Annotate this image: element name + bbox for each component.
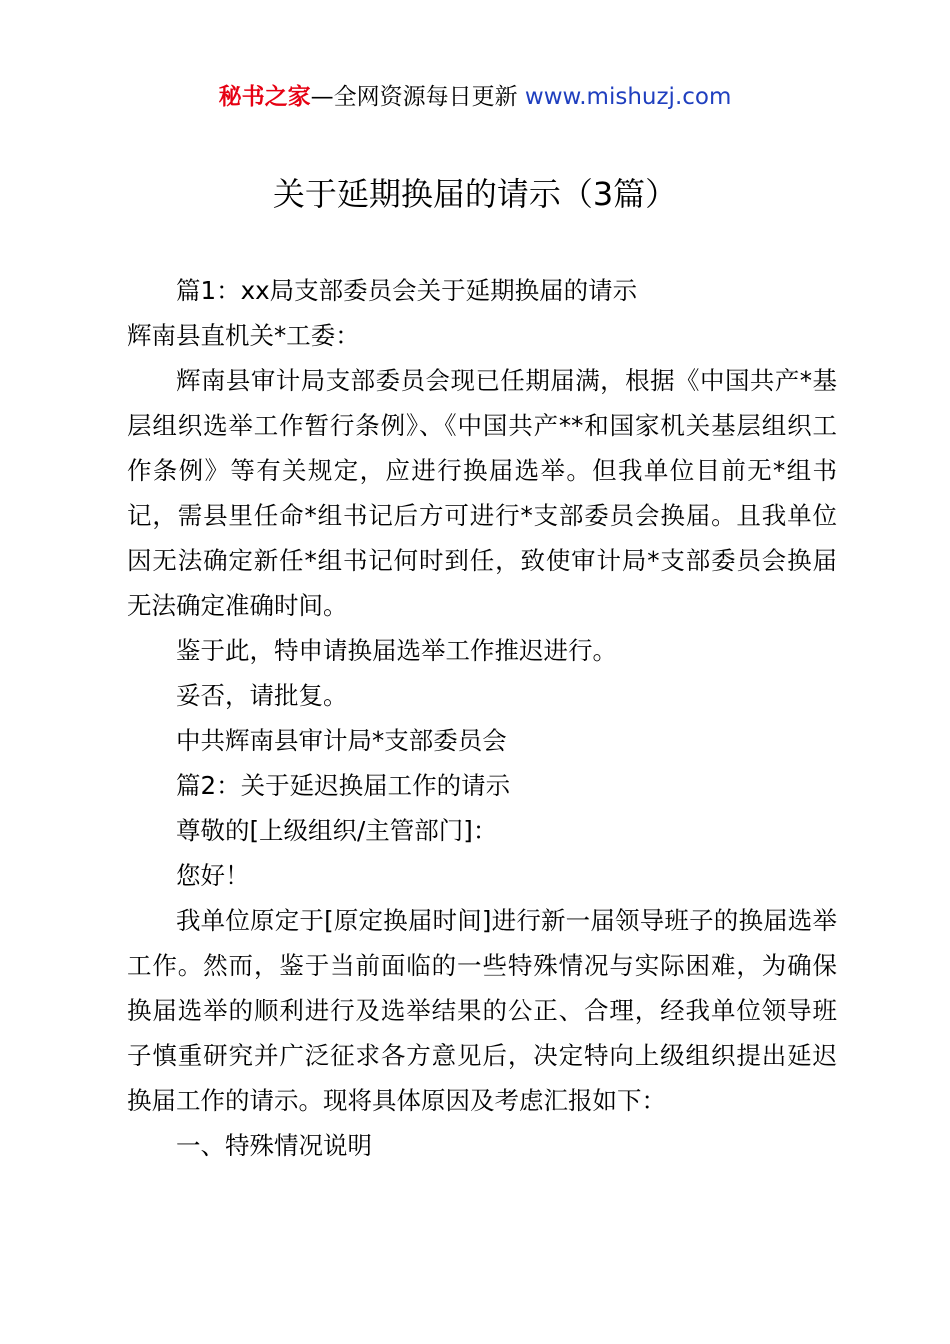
paragraph: 妥否，请批复。	[176, 681, 348, 710]
paragraph: 辉南县审计局支部委员会现已任期届满，根据《中国共产*基层组织选举工作暂行条例》、《中国共产**和国家机关基层组织工作条例》等有关规定，应进行换届选举。但我单位目前无*组书记，需县里任命*组书记后方可进行*支部委员会换届。且我单位因无法确定新任*组书记何时到任，致使审计局*支部委员会换届无法确定准确时间。	[127, 366, 837, 620]
paragraph: 中共辉南县审计局*支部委员会	[176, 726, 507, 755]
paragraph: 尊敬的[上级组织/主管部门]：	[176, 816, 498, 845]
document-body	[127, 268, 837, 1168]
paragraph: 我单位原定于[原定换届时间]进行新一届领导班子的换届选举工作。然而，鉴于当前面临的一些特殊情况与实际困难，为确保换届选举的顺利进行及选举结果的公正、合理，经我单位领导班子慎重研究并广泛征求各方意见后，决定特向上级组织提出延迟换届工作的请示。现将具体原因及考虑汇报如下：	[127, 906, 837, 1115]
paragraph: 篇2：关于延迟换届工作的请示	[176, 771, 511, 800]
site-url-link[interactable]: www.mishuzj.com	[524, 84, 732, 110]
document-title: 关于延期换届的请示（3篇）	[272, 175, 678, 213]
paragraph: 篇1：xx局支部委员会关于延期换届的请示	[176, 276, 638, 305]
paragraph: 鉴于此，特申请换届选举工作推迟进行。	[176, 636, 617, 665]
paragraph: 您好！	[176, 861, 250, 890]
site-brand: 秘书之家	[218, 84, 311, 110]
site-tagline: —全网资源每日更新	[310, 84, 525, 110]
paragraph: 一、特殊情况说明	[176, 1131, 372, 1160]
paragraph: 辉南县直机关*工委：	[127, 321, 360, 350]
site-header	[0, 80, 950, 114]
